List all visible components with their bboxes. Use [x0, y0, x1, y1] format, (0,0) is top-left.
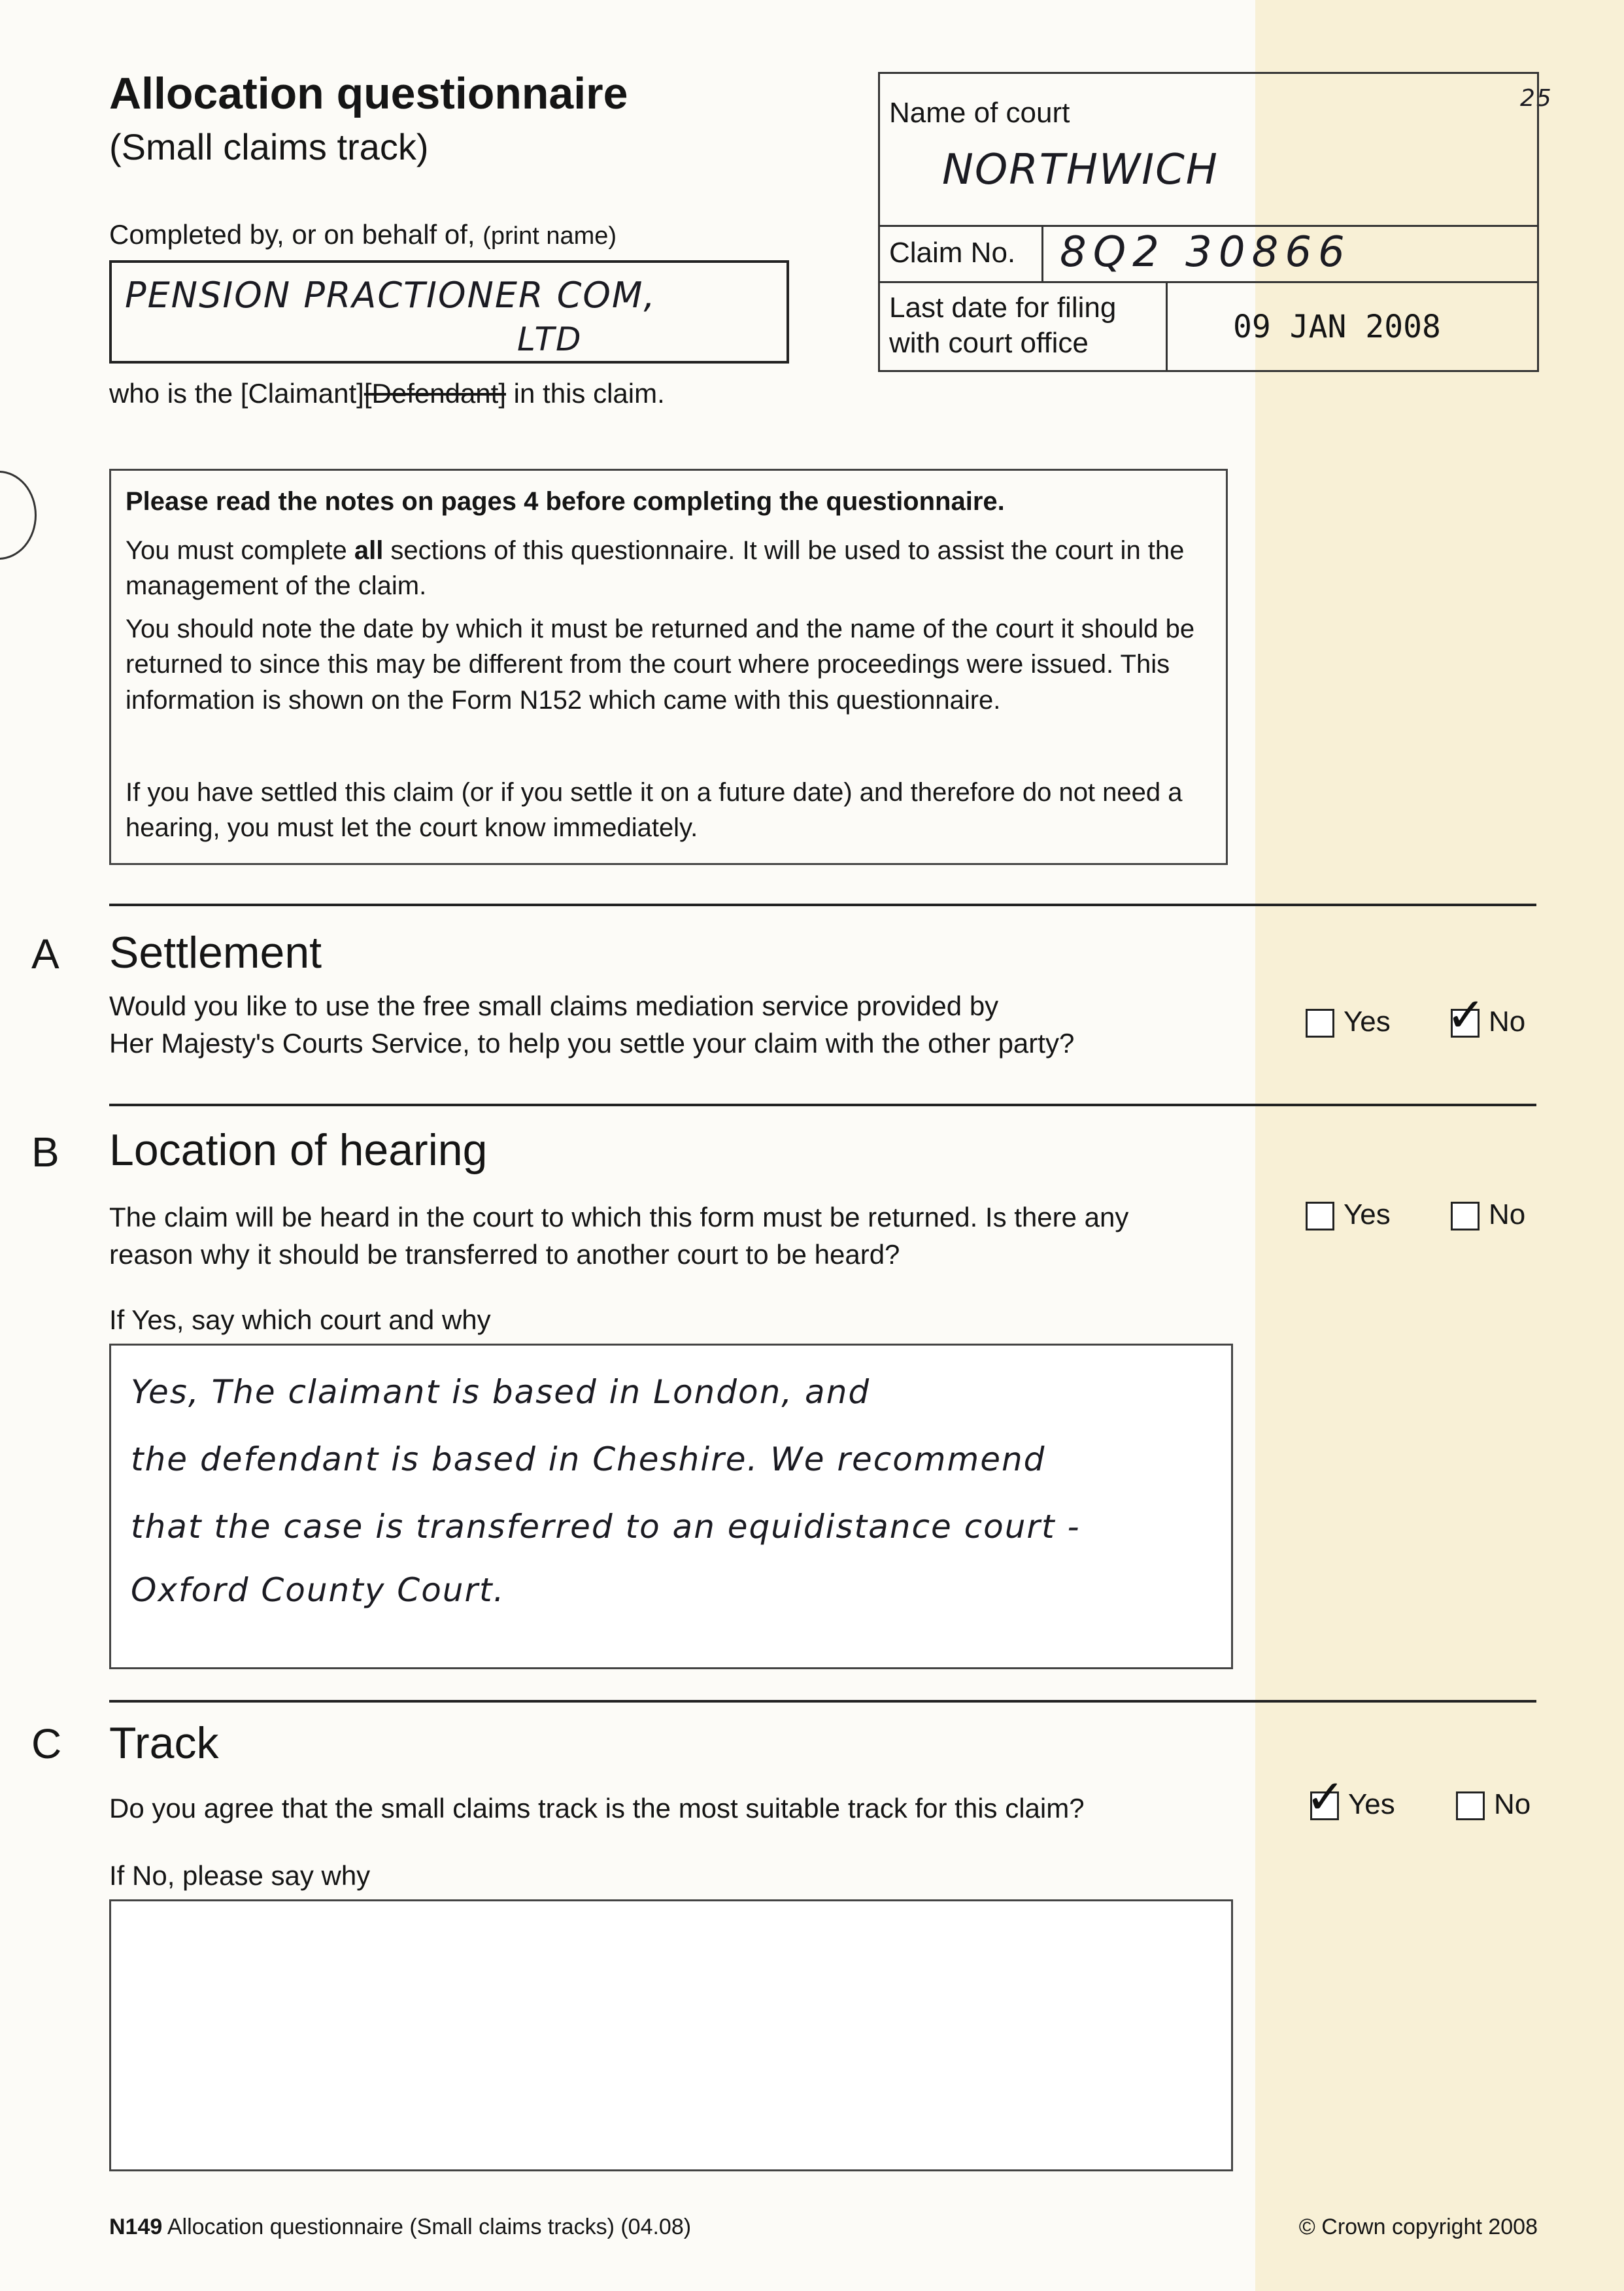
completed-by-label	[109, 219, 617, 250]
section-c-letter: C	[31, 1720, 62, 1767]
section-b-question-line2: reason why it should be transferred to another court to be heard?	[109, 1239, 900, 1270]
transfer-reason-prompt: If Yes, say which court and why	[109, 1304, 491, 1335]
instructions-paragraph-2: You should note the date by which it must be returned and the name of the court it should be returned to since this may be different from the court where proceedings were issued. This information is shown on the Form N152 which came with this questionnaire.	[126, 615, 1195, 715]
transfer-no-checkbox[interactable]	[1451, 1202, 1480, 1230]
completed-by-name-line2: LTD	[517, 320, 583, 358]
form-subtitle: (Small claims track)	[109, 126, 429, 167]
last-date-divider	[1166, 281, 1168, 370]
transfer-yes-label: Yes	[1344, 1198, 1391, 1230]
instructions-p1-start: You must complete	[126, 536, 354, 565]
court-name-value: NORTHWICH	[942, 146, 1219, 194]
last-date-label-line2: with court office	[889, 326, 1089, 359]
form-code: N149	[109, 2215, 163, 2239]
claim-number-label: Claim No.	[889, 237, 1016, 269]
form-title: Allocation questionnaire	[109, 69, 628, 118]
claim-number-value: 8Q2 30866	[1060, 228, 1351, 277]
instructions-heading: Please read the notes on pages 4 before completing the questionnaire.	[126, 487, 1005, 516]
settlement-no-tick-icon: ✓	[1446, 987, 1486, 1042]
instructions-p1-emphasis: all	[354, 536, 384, 565]
settlement-yes-label: Yes	[1344, 1006, 1391, 1038]
punch-hole-mark	[0, 471, 37, 560]
section-b-divider	[109, 1104, 1536, 1106]
completed-by-text: Completed by, or on behalf of,	[109, 219, 483, 250]
section-b-question	[109, 1198, 1128, 1273]
settlement-no-label: No	[1489, 1006, 1526, 1038]
party-role-prefix: who is the [Claimant]	[109, 378, 364, 409]
section-c-question: Do you agree that the small claims track is the most suitable track for this claim?	[109, 1793, 1085, 1824]
transfer-no-label: No	[1489, 1198, 1526, 1230]
last-date-label-line1: Last date for filing	[889, 292, 1117, 324]
section-c-divider	[109, 1700, 1536, 1703]
transfer-reason-line-3: that the case is transferred to an equidistance court -	[131, 1508, 1081, 1546]
section-a-title: Settlement	[109, 928, 322, 977]
track-no-label: No	[1494, 1788, 1531, 1820]
last-date-stamp: 09 JAN 2008	[1233, 309, 1441, 345]
section-b-title: Location of hearing	[109, 1125, 488, 1175]
transfer-reason-field[interactable]	[109, 1344, 1233, 1669]
form-footer-code	[109, 2215, 691, 2240]
section-a-question-line2: Her Majesty's Courts Service, to help you settle your claim with the other party?	[109, 1028, 1075, 1059]
section-b-question-line1: The claim will be heard in the court to which this form must be returned. Is there any	[109, 1202, 1129, 1232]
section-c-title: Track	[109, 1718, 219, 1768]
track-yes-label: Yes	[1348, 1788, 1395, 1820]
party-role-statement	[109, 378, 665, 409]
instructions-box	[109, 469, 1228, 865]
court-name-label: Name of court	[889, 97, 1070, 129]
section-a-question	[109, 987, 1074, 1062]
copyright-notice: © Crown copyright 2008	[1298, 2215, 1538, 2239]
instructions-paragraph-1	[126, 533, 1211, 604]
instructions-paragraph-3: If you have settled this claim (or if you settle it on a future date) and therefore do not need a hearing, you must let the court know immediately.	[126, 778, 1183, 843]
section-a-question-line1: Would you like to use the free small claims mediation service provided by	[109, 991, 999, 1021]
party-role-suffix: in this claim.	[506, 378, 665, 409]
claim-number-row[interactable]	[880, 225, 1537, 283]
track-no-checkbox[interactable]	[1456, 1791, 1485, 1820]
last-date-row[interactable]	[880, 281, 1537, 370]
claim-divider	[1041, 225, 1043, 281]
last-date-label	[889, 290, 1116, 360]
transfer-reason-line-2: the defendant is based in Cheshire. We recommend	[131, 1440, 1046, 1478]
track-reason-field[interactable]	[109, 1899, 1233, 2171]
section-a-letter: A	[31, 930, 59, 977]
party-role-defendant-struck: [Defendant]	[364, 378, 507, 409]
margin-annotation: 25	[1520, 85, 1553, 112]
court-details-box	[878, 72, 1539, 372]
section-b-letter: B	[31, 1129, 59, 1176]
settlement-yes-checkbox[interactable]	[1306, 1009, 1334, 1038]
form-name: Allocation questionnaire (Small claims tracks) (04.08)	[162, 2215, 692, 2239]
section-a-divider	[109, 904, 1536, 906]
transfer-reason-line-4: Oxford County Court.	[131, 1571, 505, 1609]
court-name-cell[interactable]	[880, 74, 1537, 227]
track-reason-prompt: If No, please say why	[109, 1860, 371, 1891]
completed-by-name-line1: PENSION PRACTIONER COM,	[125, 275, 656, 316]
track-yes-tick-icon: ✓	[1306, 1769, 1345, 1824]
transfer-yes-checkbox[interactable]	[1306, 1202, 1334, 1230]
instructions-p1-end: sections of this questionnaire. It will be used to assist the court in the management of the claim.	[126, 536, 1185, 601]
completed-by-name-field[interactable]	[109, 260, 789, 364]
print-name-hint: (print name)	[482, 222, 617, 250]
transfer-reason-line-1: Yes, The claimant is based in London, and	[131, 1373, 871, 1411]
